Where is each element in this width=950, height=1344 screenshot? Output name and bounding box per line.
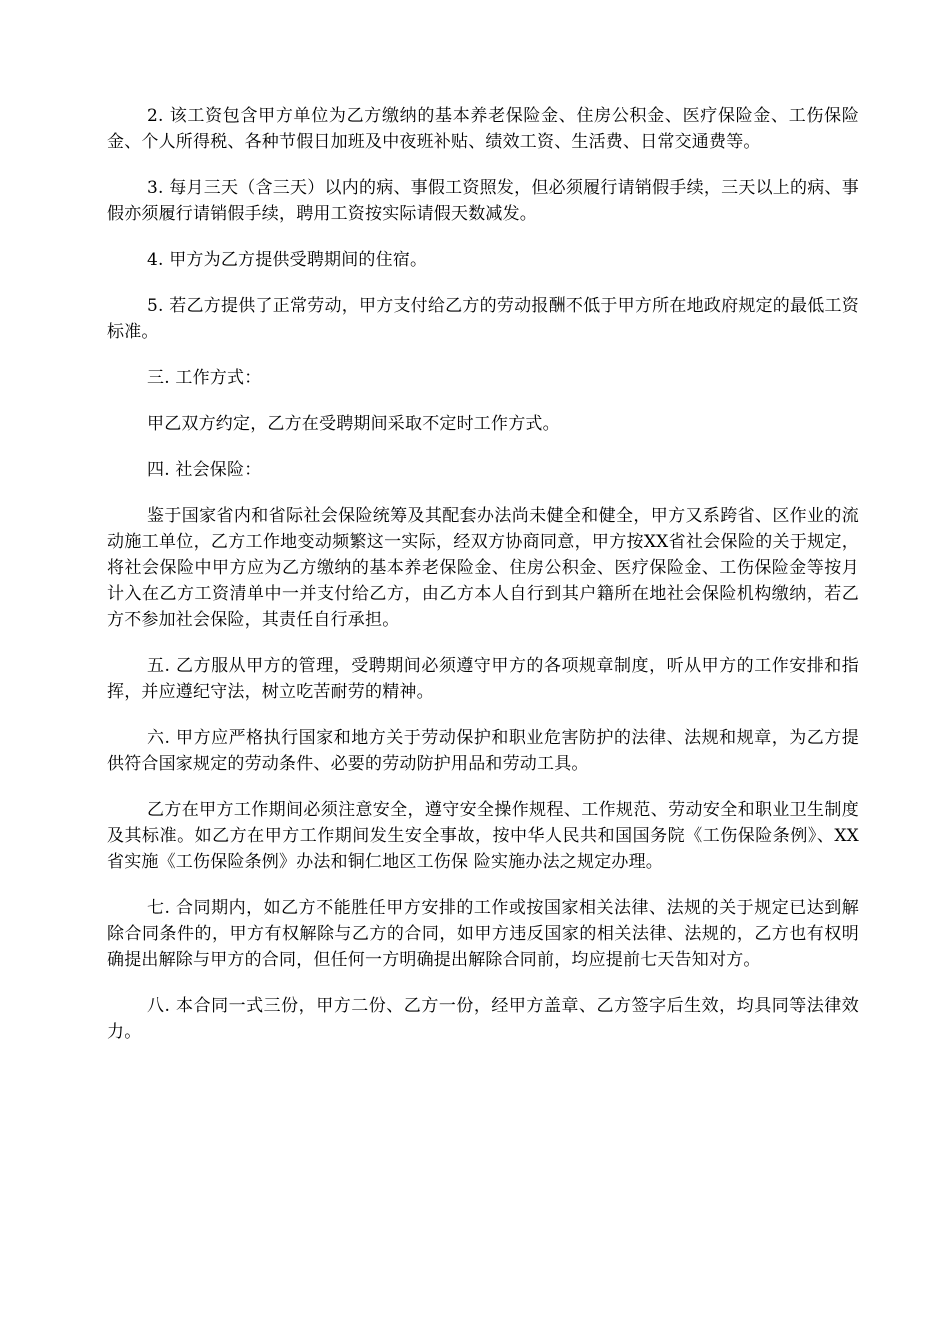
clause-3-leave-pay: 3. 每月三天（含三天）以内的病、事假工资照发，但必须履行请销假手续，三天以上的病、事假亦须履行请销假手续，聘用工资按实际请假天数减发。 [107,178,859,224]
section-4-social-insurance: 鉴于国家省内和省际社会保险统筹及其配套办法尚未健全和健全，甲方又系跨省、区作业的流动施工单位，乙方工作地变动频繁这一实际，经双方协商同意，甲方按XX省社会保险的关于规定，将社会保险中甲方应为乙方缴纳的基本养老保险金、住房公积金、医疗保险金、工伤保险金等按月计入在乙方工资清单中一并支付给乙方，由乙方本人自行到其户籍所在地社会保险机构缴纳，若乙方不参加社会保险，其责任自行承担。 [107,506,859,630]
section-4-heading: 四. 社会保险： [147,460,262,480]
clause-2-salary-composition: 2. 该工资包含甲方单位为乙方缴纳的基本养老保险金、住房公积金、医疗保险金、工伤保险金、个人所得税、各种节假日加班及中夜班补贴、绩效工资、生活费、日常交通费等。 [107,106,859,152]
section-8-copies-effect: 八. 本合同一式三份，甲方二份、乙方一份，经甲方盖章、乙方签字后生效，均具同等法律效力。 [107,996,859,1042]
document-body [107,103,859,1065]
section-3-heading: 三. 工作方式： [147,368,262,388]
clause-5-minimum-wage: 5. 若乙方提供了正常劳动，甲方支付给乙方的劳动报酬不低于甲方所在地政府规定的最低工资标准。 [107,296,859,342]
section-6-labor-protection: 六. 甲方应严格执行国家和地方关于劳动保护和职业危害防护的法律、法规和规章，为乙方提供符合国家规定的劳动条件、必要的劳动防护用品和劳动工具。 [107,728,859,774]
section-5-management: 五. 乙方服从甲方的管理，受聘期间必须遵守甲方的各项规章制度，听从甲方的工作安排和指挥，并应遵纪守法，树立吃苦耐劳的精神。 [107,656,859,702]
section-6-safety: 乙方在甲方工作期间必须注意安全，遵守安全操作规程、工作规范、劳动安全和职业卫生制度及其标准。如乙方在甲方工作期间发生安全事故，按中华人民共和国国务院《工伤保险条例》、XX省实施《工伤保险条例》办法和铜仁地区工伤保 险实施办法之规定办理。 [107,800,859,872]
section-7-termination: 七. 合同期内，如乙方不能胜任甲方安排的工作或按国家相关法律、法规的关于规定已达到解除合同条件的，甲方有权解除与乙方的合同，如甲方违反国家的相关法律、法规的，乙方也有权明确提出解除与甲方的合同，但任何一方明确提出解除合同前，均应提前七天告知对方。 [107,898,859,970]
clause-4-accommodation: 4. 甲方为乙方提供受聘期间的住宿。 [147,250,428,270]
section-3-working-method: 甲乙双方约定，乙方在受聘期间采取不定时工作方式。 [147,414,560,434]
